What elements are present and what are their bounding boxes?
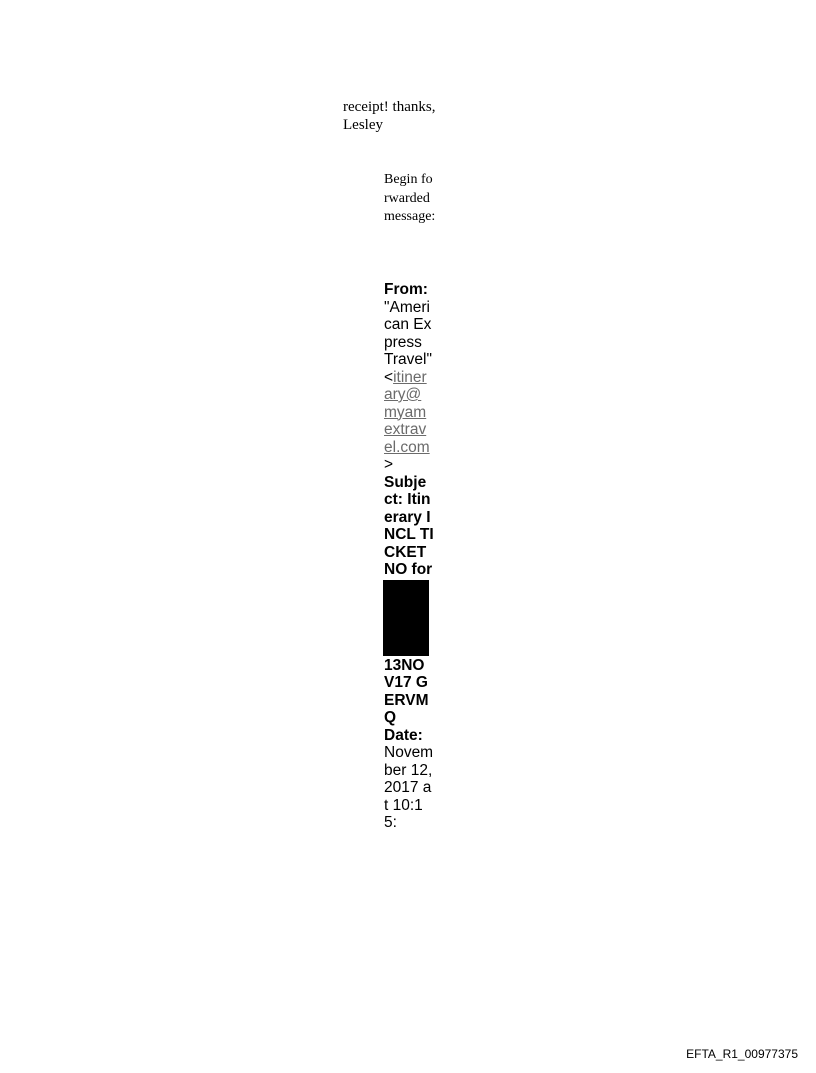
subject-text: Itinerary INCL TICKETNO for [384,491,434,578]
date-field [384,727,434,832]
forwarded-email-headers [384,281,434,832]
redaction-block [383,580,429,656]
reply-line-1: receipt! thanks, [343,99,436,115]
date-text: November 12, 2017 at 10:15: [384,744,434,831]
document-id: EFTA_R1_00977375 [686,1047,798,1061]
subject-field [384,474,434,727]
subject-suffix: 13NOV17 GERVMQ [384,656,429,726]
from-label: From: [384,281,428,298]
forwarded-message-intro: Begin forwarded message: [384,172,436,224]
subject-label: Subject: [384,473,427,508]
reply-text [343,98,455,134]
reply-signature: Lesley [343,117,383,133]
date-label: Date: [384,726,423,744]
from-email-link[interactable]: itinerary@myamextravel.com [384,368,430,456]
from-addr-open: < [384,368,394,386]
from-addr-close: > [384,456,394,473]
from-field [384,281,434,474]
from-name: "American Express Travel" [384,298,432,368]
